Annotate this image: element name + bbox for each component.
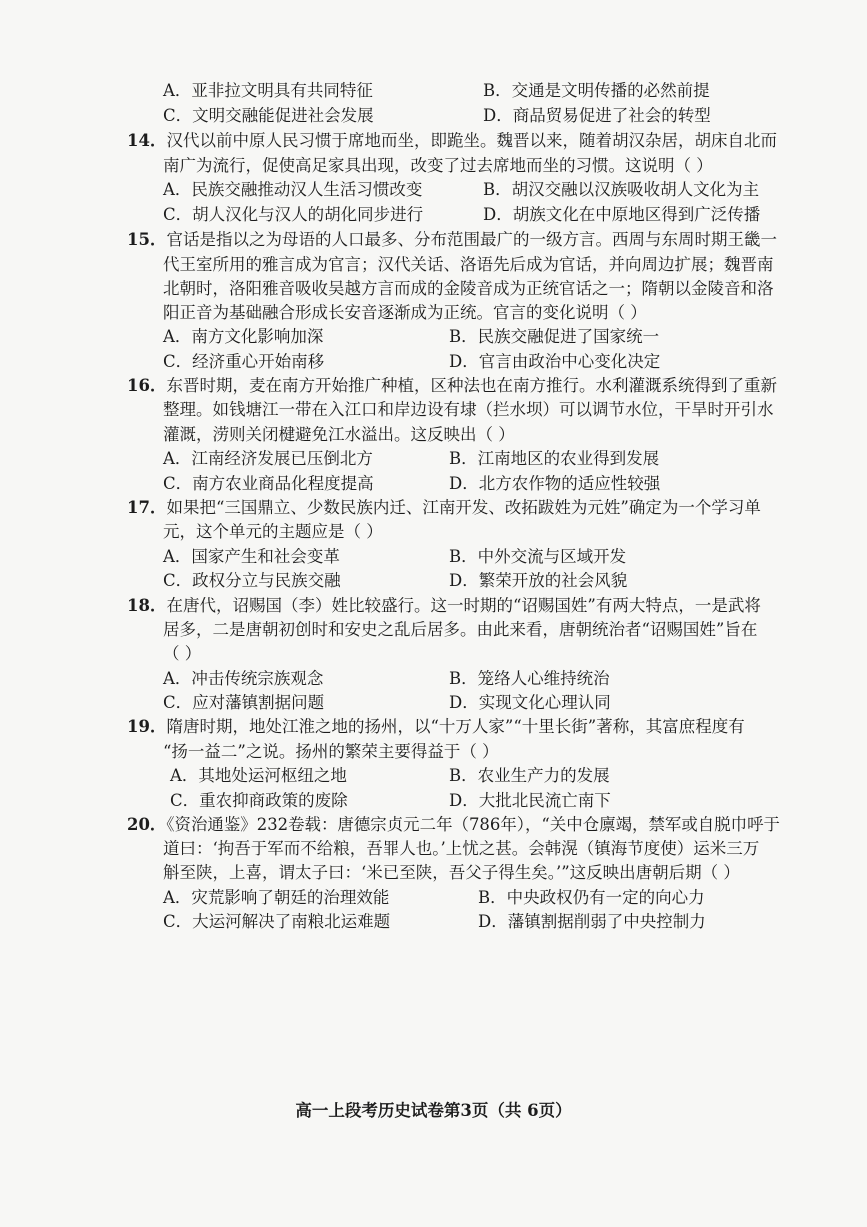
question-17 (127, 496, 761, 520)
question-16-stem-line: 东晋时期，麦在南方开始推广种植，区种法也在南方推行。水利灌溉系统得到了重新 (166, 376, 777, 395)
question-18-stem-line: 居多，二是唐朝初创时和安史之乱后居多。由此来看，唐朝统治者“诏赐国姓”旨在 (163, 620, 758, 639)
question-15-stem-line: 北朝时，洛阳雅音吸收吴越方言而成的金陵音成为正统官话之一；隋朝以金陵音和洛 (163, 279, 774, 298)
question-19-stem-line: “扬一益二”之说。扬州的繁荣主要得益于（ ） (163, 742, 499, 761)
question-15-number: 15． (127, 230, 167, 249)
q15-option-b: B．民族交融促进了国家统一 (449, 327, 660, 346)
question-16-number: 16． (127, 376, 167, 395)
q14-option-b: B．胡汉交融以汉族吸收胡人文化为主 (483, 180, 760, 199)
q14-option-c: C．胡人汉化与汉人的胡化同步进行 (163, 205, 424, 224)
q19-option-a: A．其地处运河枢纽之地 (170, 766, 347, 785)
q14-option-d: D．胡族文化在中原地区得到广泛传播 (483, 205, 761, 224)
question-20-number: 20． (127, 815, 167, 834)
question-14-stem-line: 南广为流行，促使高足家具出现，改变了过去席地而坐的习惯。这说明（ ） (163, 156, 713, 175)
q20-option-c: C．大运河解决了南粮北运难题 (163, 912, 391, 931)
question-20-stem-line: 《资治通鉴》232卷载：唐德宗贞元二年（786年），“关中仓廪竭，禁军或自脱巾呼于 (166, 815, 780, 834)
q15-option-d: D．官言由政治中心变化决定 (449, 352, 661, 371)
q15-option-a: A．南方文化影响加深 (163, 327, 324, 346)
q20-option-d: D．藩镇割据削弱了中央控制力 (478, 912, 706, 931)
question-14-stem-line: 汉代以前中原人民习惯于席地而坐，即跪坐。魏晋以来，随着胡汉杂居，胡床自北而 (166, 131, 777, 150)
question-14-number: 14． (127, 131, 167, 150)
q16-option-c: C．南方农业商品化程度提高 (163, 474, 374, 493)
question-15-stem-line: 代王室所用的雅言成为官言；汉代关话、洛语先后成为官话，并向周边扩展；魏晋南 (163, 255, 774, 274)
page-footer: 高一上段考历史试卷第3页（共 6页） (295, 1101, 572, 1120)
question-16-stem-line: 灌溉，涝则关闭楗避免江水溢出。这反映出（ ） (163, 425, 515, 444)
question-17-stem-line: 如果把“三国鼎立、少数民族内迁、江南开发、改拓跋姓为元姓”确定为一个学习单 (166, 498, 761, 517)
question-15 (127, 228, 777, 252)
question-19-stem-line: 隋唐时期，地处江淮之地的扬州，以“十万人家”“十里长街”著称，其富庶程度有 (166, 717, 745, 736)
q18-option-a: A．冲击传统宗族观念 (163, 669, 324, 688)
q19-option-b: B．农业生产力的发展 (449, 766, 610, 785)
question-17-stem-line: 元，这个单元的主题应是（ ） (163, 522, 383, 541)
q19-option-c: C．重农抑商政策的废除 (170, 791, 348, 810)
question-16-stem-line: 整理。如钱塘江一带在入江口和岸边设有埭（拦水坝）可以调节水位，干旱时开引水 (163, 400, 774, 419)
question-20 (127, 813, 780, 837)
q18-option-d: D．实现文化心理认同 (449, 693, 611, 712)
question-18 (127, 594, 761, 618)
question-14 (127, 129, 777, 153)
q19-option-d: D．大批北民流亡南下 (449, 791, 611, 810)
q13-option-c: C．文明交融能促进社会发展 (163, 106, 374, 125)
q17-option-d: D．繁荣开放的社会风貌 (449, 571, 628, 590)
q20-option-a: A．灾荒影响了朝廷的治理效能 (163, 888, 390, 907)
question-16 (127, 374, 777, 398)
question-15-stem-line: 阳正音为基础融合形成长安音逐渐成为正统。官言的变化说明（ ） (163, 303, 647, 322)
q16-option-b: B．江南地区的农业得到发展 (449, 449, 660, 468)
q17-option-c: C．政权分立与民族交融 (163, 571, 341, 590)
q17-option-b: B．中外交流与区域开发 (449, 547, 627, 566)
question-18-stem-line: 在唐代，诏赐国（李）姓比较盛行。这一时期的“诏赐国姓”有两大特点，一是武将 (166, 596, 761, 615)
question-17-number: 17． (127, 498, 167, 517)
q18-option-b: B．笼络人心维持统治 (449, 669, 610, 688)
q16-option-d: D．北方农作物的适应性较强 (449, 474, 661, 493)
q14-option-a: A．民族交融推动汉人生活习惯改变 (163, 180, 423, 199)
q20-option-b: B．中央政权仍有一定的向心力 (478, 888, 705, 907)
q13-option-a: A．亚非拉文明具有共同特征 (163, 81, 373, 100)
q15-option-c: C．经济重心开始南移 (163, 352, 325, 371)
question-20-stem-line: 道曰：‘拘吾于军而不给粮，吾罪人也。’上忧之甚。会韩滉（镇海节度使）运米三万 (163, 839, 760, 858)
q13-option-d: D．商品贸易促进了社会的转型 (483, 106, 711, 125)
question-18-stem-line: （ ） (163, 644, 202, 663)
q18-option-c: C．应对藩镇割据问题 (163, 693, 325, 712)
question-19-number: 19． (127, 717, 167, 736)
q13-option-b: B．交通是文明传播的必然前提 (483, 81, 710, 100)
question-20-stem-line: 斛至陕，上喜，谓太子曰：‘米已至陕，吾父子得生矣。’”这反映出唐朝后期（ ） (163, 863, 740, 882)
q17-option-a: A．国家产生和社会变革 (163, 547, 340, 566)
question-15-stem-line: 官话是指以之为母语的人口最多、分布范围最广的一级方言。西周与东周时期王畿一 (166, 230, 777, 249)
question-18-number: 18． (127, 596, 167, 615)
question-19 (127, 715, 745, 739)
q16-option-a: A．江南经济发展已压倒北方 (163, 449, 373, 468)
